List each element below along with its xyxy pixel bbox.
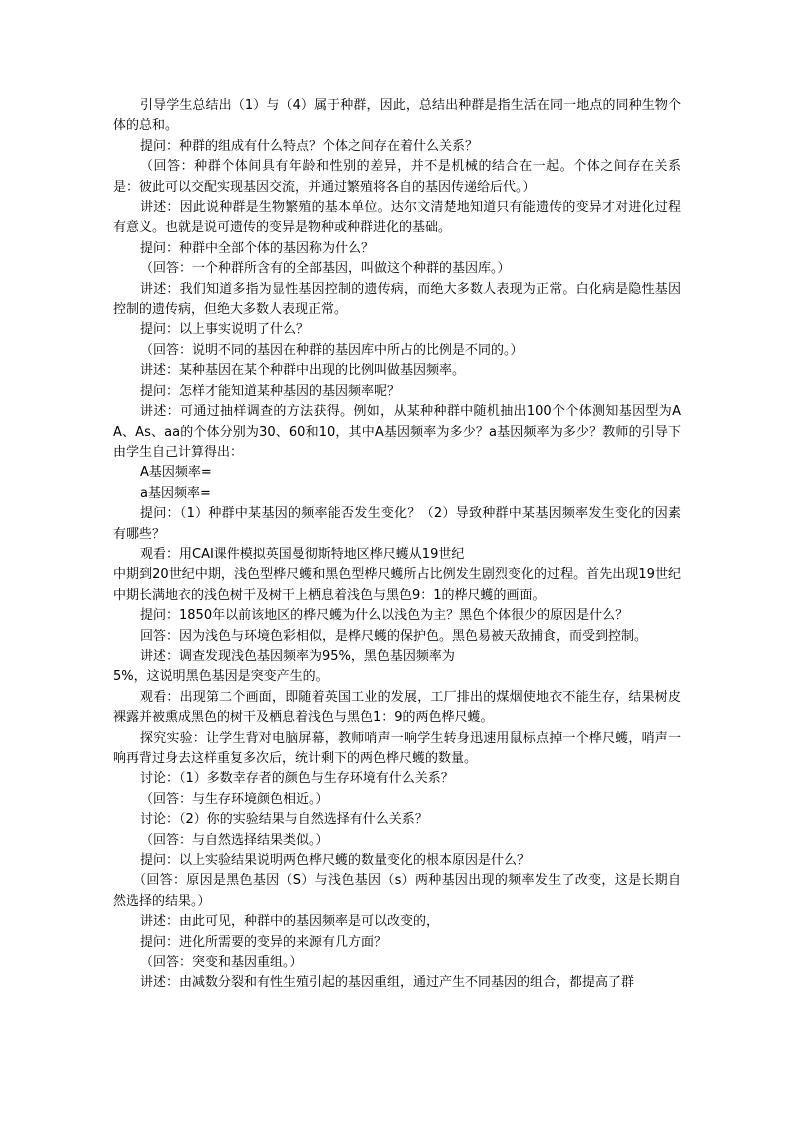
paragraph: （回答：突变和基因重组。）: [140, 955, 303, 971]
paragraph: 讨论：（1）多数幸存者的颜色与生存环境有什么关系？: [140, 771, 454, 787]
paragraph: 提问：种群的组成有什么特点？个体之间存在着什么关系？: [140, 138, 479, 154]
paragraph: A基因频率=: [140, 465, 212, 481]
paragraph: 中期到20世纪中期，浅色型桦尺蠖和黑色型桦尺蠖所占比例发生剧烈变化的过程。首先出现19世纪中期长满地衣的浅色树干及树干上栖息着浅色与黑色9：1的桦尺蠖的画面。: [113, 567, 681, 603]
paragraph: 讲述：可通过抽样调查的方法获得。例如，从某种种群中随机抽出100个个体测知基因型为AA、As、aa的个体分别为30、60和10，其中A基因频率为多少？a基因频率为多少？教师的引导下由学生自己计算得出：: [113, 404, 681, 460]
document-body: [113, 96, 681, 994]
paragraph: 讲述：由此可见，种群中的基因频率是可以改变的，: [140, 914, 440, 930]
paragraph: 引导学生总结出（1）与（4）属于种群，因此，总结出种群是指生活在同一地点的同种生物个体的总和。: [113, 98, 681, 134]
paragraph: 提问：以上实验结果说明两色桦尺蠖的数量变化的根本原因是什么？: [140, 853, 531, 869]
paragraph: 5%，这说明黑色基因是突变产生的。: [113, 669, 329, 685]
paragraph: （回答：种群个体间具有年龄和性别的差异，并不是机械的结合在一起。个体之间存在关系是：彼此可以交配实现基因交流，并通过繁殖将各自的基因传递给后代。）: [113, 159, 681, 195]
paragraph: 讲述：因此说种群是生物繁殖的基本单位。达尔文清楚地知道只有能遗传的变异才对进化过程有意义。也就是说可遗传的变异是物种或种群进化的基础。: [113, 200, 681, 236]
paragraph: 提问：进化所需要的变异的来源有几方面？: [140, 934, 388, 950]
paragraph: 提问：种群中全部个体的基因称为什么？: [140, 240, 375, 256]
paragraph: 讨论：（2）你的实验结果与自然选择有什么关系？: [140, 812, 428, 828]
paragraph: 观看：出现第二个画面，即随着英国工业的发展，工厂排出的煤烟使地衣不能生存，结果树皮裸露并被熏成黑色的树干及栖息着浅色与黑色1：9的两色桦尺蠖。: [113, 689, 681, 726]
paragraph: 讲述：由减数分裂和有性生殖引起的基因重组，通过产生不同基因的组合，都提高了群: [140, 975, 635, 991]
paragraph: 观看：用CAI课件模拟英国曼彻斯特地区桦尺蠖从19世纪: [140, 546, 465, 562]
paragraph: 提问：以上事实说明了什么？: [140, 322, 310, 338]
paragraph: （回答：一个种群所含有的全部基因，叫做这个种群的基因库。）: [140, 261, 511, 277]
paragraph: 提问：怎样才能知道某种基因的基因频率呢？: [140, 383, 401, 399]
paragraph: 提问：1850年以前该地区的桦尺蠖为什么以浅色为主？黑色个体很少的原因是什么？: [140, 608, 629, 624]
paragraph: 讲述：某种基因在某个种群中出现的比例叫做基因频率。: [140, 363, 466, 379]
paragraph: 讲述：我们知道多指为显性基因控制的遗传病，而绝大多数人表现为正常。白化病是隐性基因控制的遗传病，但绝大多数人表现正常。: [113, 281, 681, 318]
paragraph: （回答：与生存环境颜色相近。）: [140, 791, 329, 807]
paragraph: （回答：原因是黑色基因（S）与浅色基因（s）两种基因出现的频率发生了改变，这是长期自然选择的结果。）: [113, 873, 681, 909]
paragraph: 回答：因为浅色与环境色彩相似，是桦尺蠖的保护色。黑色易被天敌捕食，而受到控制。: [140, 628, 648, 644]
paragraph: （回答：说明不同的基因在种群的基因库中所占的比例是不同的。）: [140, 342, 524, 358]
paragraph: 讲述：调查发现浅色基因频率为95%，黑色基因频率为: [140, 648, 455, 664]
paragraph: （回答：与自然选择结果类似。）: [140, 832, 329, 848]
paragraph: a基因频率=: [140, 485, 211, 501]
paragraph: 探究实验：让学生背对电脑屏幕，教师哨声一响学生转身迅速用鼠标点掉一个桦尺蠖，哨声一响再背过身去这样重复多次后，统计剩下的两色桦尺蠖的数量。: [113, 730, 681, 766]
paragraph: 提问：（1）种群中某基因的频率能否发生变化？（2）导致种群中某基因频率发生变化的因素有哪些？: [113, 506, 681, 542]
